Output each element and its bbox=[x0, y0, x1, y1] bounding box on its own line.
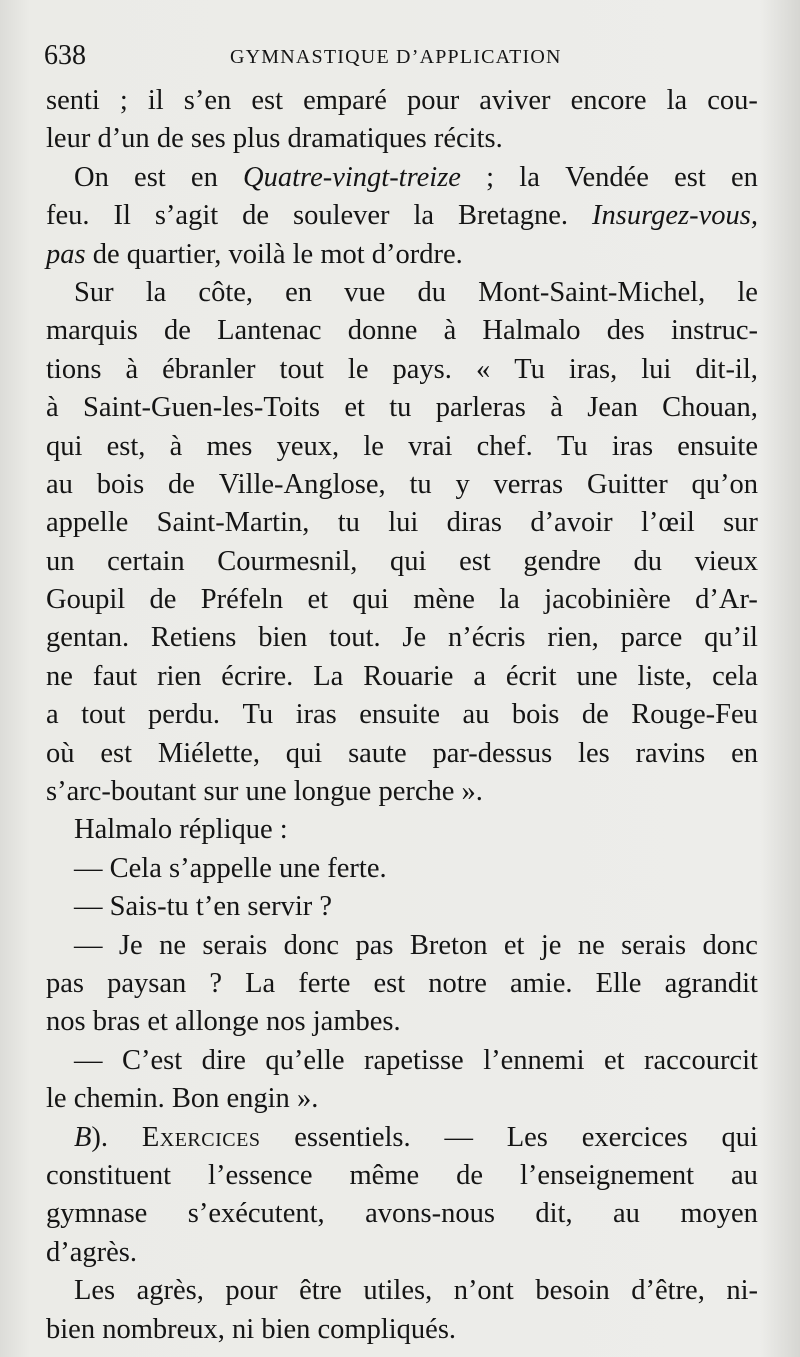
word: engin bbox=[226, 1083, 290, 1115]
word: en bbox=[731, 737, 758, 769]
word: mot bbox=[320, 238, 365, 270]
text-line bbox=[46, 965, 758, 1003]
word: d’agrès. bbox=[46, 1236, 137, 1268]
word: l’ennemi bbox=[483, 1044, 585, 1076]
word: sur bbox=[723, 507, 758, 539]
word: du bbox=[633, 545, 663, 577]
word: Ville-Anglose, bbox=[218, 468, 386, 500]
word: C’est bbox=[121, 1044, 183, 1076]
word: la bbox=[519, 161, 540, 193]
word: — bbox=[74, 891, 103, 923]
text-line bbox=[46, 543, 758, 581]
text-line bbox=[46, 197, 758, 235]
word: Tu bbox=[557, 430, 588, 462]
word: un bbox=[46, 545, 75, 577]
word: serais bbox=[621, 929, 687, 961]
text-line bbox=[46, 389, 758, 427]
word: Mont-Saint-Michel, bbox=[478, 276, 706, 308]
word: mes bbox=[206, 430, 253, 462]
word: diras bbox=[446, 507, 502, 539]
word: et bbox=[147, 1006, 168, 1038]
word: tu bbox=[389, 392, 412, 424]
word: appelle bbox=[46, 507, 129, 539]
word: t’en bbox=[195, 891, 241, 923]
word: n’écris bbox=[447, 622, 526, 654]
word: à bbox=[125, 353, 139, 385]
word: en bbox=[285, 276, 313, 308]
word: Il bbox=[113, 200, 131, 232]
word: l’essence bbox=[208, 1159, 313, 1191]
word: ensuite bbox=[677, 430, 758, 462]
word: réplique bbox=[179, 814, 273, 846]
word: — bbox=[74, 1044, 103, 1076]
word: une bbox=[576, 660, 618, 692]
word: tu bbox=[337, 507, 360, 539]
word: par-dessus bbox=[432, 737, 553, 769]
word: Breton bbox=[409, 929, 488, 961]
word: « bbox=[475, 353, 491, 385]
word: — bbox=[444, 1121, 473, 1153]
text-line bbox=[46, 850, 758, 888]
word: Sur bbox=[74, 276, 114, 308]
word: au bbox=[46, 468, 73, 500]
word: yeux, bbox=[276, 430, 340, 462]
word: l’œil bbox=[640, 507, 695, 539]
word: La bbox=[245, 967, 276, 999]
word: au bbox=[462, 699, 490, 731]
word: Je bbox=[402, 622, 427, 654]
word: je bbox=[540, 929, 562, 961]
text-line bbox=[46, 619, 758, 657]
word: donne bbox=[347, 315, 418, 347]
word: qu’il bbox=[704, 622, 758, 654]
word: ne bbox=[159, 929, 186, 961]
word: Quatre-vingt-treize bbox=[243, 161, 461, 193]
word: et bbox=[603, 1044, 625, 1076]
word: ? bbox=[209, 967, 222, 999]
word: Bon bbox=[171, 1083, 220, 1115]
word: rapetisse bbox=[364, 1044, 464, 1076]
word: pour bbox=[406, 85, 460, 116]
word: en bbox=[190, 161, 218, 193]
text-line bbox=[46, 274, 758, 312]
text-line bbox=[46, 658, 758, 696]
word: qui bbox=[46, 430, 83, 462]
text-line bbox=[46, 1042, 758, 1080]
word: ravins bbox=[635, 737, 706, 769]
word: est bbox=[134, 161, 166, 193]
word: être bbox=[299, 1275, 342, 1307]
word: Je bbox=[118, 929, 143, 961]
word: a bbox=[473, 660, 486, 692]
text-line bbox=[46, 236, 758, 274]
word: pays. bbox=[392, 353, 452, 385]
word: Goupil bbox=[46, 584, 126, 616]
word: instruc- bbox=[670, 315, 758, 347]
word: pas bbox=[46, 967, 84, 999]
text-line bbox=[46, 735, 758, 773]
word: soulever bbox=[292, 200, 390, 232]
word: essentiels. bbox=[294, 1121, 411, 1153]
word: a bbox=[46, 699, 59, 731]
page-header bbox=[44, 36, 764, 76]
word: d’ordre. bbox=[371, 238, 463, 270]
word: bien bbox=[258, 622, 308, 654]
word: s’en bbox=[183, 85, 232, 116]
word: avons-nous bbox=[365, 1198, 495, 1230]
running-head: GYMNASTIQUE D’APPLICATION bbox=[230, 46, 562, 68]
word: s’appelle bbox=[168, 852, 272, 884]
word: quartier, bbox=[126, 238, 222, 270]
word: à bbox=[443, 315, 457, 347]
text-line bbox=[46, 581, 758, 619]
text-line bbox=[46, 1195, 758, 1233]
word: gymnase bbox=[46, 1198, 148, 1230]
word: plus bbox=[232, 123, 281, 155]
word: vue bbox=[344, 276, 386, 308]
word: B). bbox=[74, 1121, 109, 1153]
word: emparé bbox=[303, 85, 387, 116]
word: notre bbox=[428, 967, 487, 999]
word: parce bbox=[620, 622, 683, 654]
word: constituent bbox=[46, 1159, 172, 1191]
word: Rouarie bbox=[363, 660, 454, 692]
text-line bbox=[46, 351, 758, 389]
word: du bbox=[417, 276, 446, 308]
word: certain bbox=[107, 545, 185, 577]
word: il bbox=[147, 85, 164, 116]
word: perdu. bbox=[147, 699, 220, 731]
word: Vendée bbox=[565, 161, 649, 193]
word: bien bbox=[46, 1313, 96, 1345]
word: et bbox=[307, 584, 329, 616]
word: parleras bbox=[435, 392, 526, 424]
word: de bbox=[156, 123, 184, 155]
text-line bbox=[46, 773, 758, 811]
word: ». bbox=[461, 776, 483, 808]
word: qu’elle bbox=[265, 1044, 345, 1076]
word: une bbox=[278, 852, 321, 884]
text-line bbox=[46, 1119, 758, 1157]
word: paysan bbox=[107, 967, 187, 999]
word: nos bbox=[266, 1006, 306, 1038]
word: de bbox=[92, 238, 120, 270]
text-line bbox=[46, 159, 758, 197]
word: le bbox=[737, 276, 758, 308]
word: bois bbox=[96, 468, 145, 500]
word: Saint-Martin, bbox=[156, 507, 310, 539]
word: le bbox=[292, 238, 314, 270]
text-line bbox=[46, 1234, 758, 1272]
word: écrit bbox=[505, 660, 557, 692]
word: ». bbox=[296, 1083, 319, 1115]
word: qui bbox=[285, 737, 323, 769]
word: Bretagne. bbox=[458, 200, 569, 232]
word: à bbox=[169, 430, 183, 462]
word: de bbox=[149, 584, 177, 616]
word: jacobinière bbox=[544, 584, 671, 616]
word: récits. bbox=[433, 123, 503, 155]
word: côte, bbox=[198, 276, 254, 308]
word: y bbox=[455, 468, 470, 500]
word: On bbox=[74, 161, 109, 193]
word: la bbox=[145, 276, 167, 308]
word: lui bbox=[641, 353, 672, 385]
word: tout bbox=[279, 353, 324, 385]
word: longue bbox=[293, 776, 372, 808]
word: de bbox=[164, 315, 191, 347]
word: donc bbox=[283, 929, 340, 961]
word: feu. bbox=[46, 200, 90, 232]
text-line bbox=[46, 927, 758, 965]
word: vieux bbox=[694, 545, 758, 577]
word: agrès, bbox=[136, 1275, 204, 1307]
word: ferte. bbox=[327, 852, 387, 884]
word: la bbox=[499, 584, 520, 616]
word: utiles, bbox=[363, 1275, 433, 1307]
word: sur bbox=[203, 776, 239, 808]
word: ; bbox=[119, 85, 128, 116]
word: ferte bbox=[298, 967, 351, 999]
word: dramatiques bbox=[287, 123, 427, 155]
word: Guitter bbox=[586, 468, 668, 500]
word: allonge bbox=[175, 1006, 259, 1038]
word: les bbox=[578, 737, 610, 769]
text-line bbox=[46, 120, 758, 158]
word: iras bbox=[295, 699, 337, 731]
word: même bbox=[349, 1159, 420, 1191]
word: d’avoir bbox=[530, 507, 613, 539]
word: ? bbox=[319, 891, 333, 923]
word: encore bbox=[570, 85, 647, 116]
word: de bbox=[456, 1159, 483, 1191]
word: marquis bbox=[46, 315, 138, 347]
word: chemin. bbox=[73, 1083, 165, 1115]
word: Cela bbox=[109, 852, 162, 884]
word: dire bbox=[201, 1044, 246, 1076]
word: — bbox=[74, 852, 103, 884]
word: d’Ar- bbox=[695, 584, 758, 616]
word: Rouge-Feu bbox=[631, 699, 758, 731]
word: Exercices bbox=[141, 1121, 261, 1153]
word: s’exécutent, bbox=[187, 1198, 325, 1230]
text-line bbox=[46, 1003, 758, 1041]
word: Les bbox=[506, 1121, 548, 1153]
word: est bbox=[459, 545, 491, 577]
text-line bbox=[46, 1311, 758, 1349]
word: : bbox=[279, 814, 288, 846]
word: de bbox=[581, 699, 609, 731]
word: ; bbox=[486, 161, 495, 193]
word: chef. bbox=[476, 430, 533, 462]
word: d’être, bbox=[631, 1275, 705, 1307]
word: une bbox=[245, 776, 287, 808]
text-line bbox=[46, 312, 758, 350]
word: ébranler bbox=[162, 353, 256, 385]
word: qui bbox=[390, 545, 427, 577]
word: est bbox=[251, 85, 283, 116]
word: Lantenac bbox=[217, 315, 322, 347]
word: tu bbox=[409, 468, 432, 500]
word: ni bbox=[232, 1313, 255, 1345]
word: moyen bbox=[680, 1198, 758, 1230]
word: Retiens bbox=[150, 622, 237, 654]
word: cou- bbox=[707, 85, 758, 116]
word: besoin bbox=[535, 1275, 610, 1307]
word: est, bbox=[106, 430, 146, 462]
word: s’agit bbox=[154, 200, 219, 232]
word: pas bbox=[355, 929, 394, 961]
word: de bbox=[242, 200, 270, 232]
word: le bbox=[363, 430, 384, 462]
word: la bbox=[413, 200, 435, 232]
word: cela bbox=[712, 660, 758, 692]
word: Chouan, bbox=[662, 392, 758, 424]
word: iras bbox=[611, 430, 654, 462]
word: Tu bbox=[514, 353, 545, 385]
word: leur bbox=[46, 123, 91, 155]
text-line bbox=[46, 1157, 758, 1195]
word: est bbox=[674, 161, 706, 193]
word: qu’on bbox=[691, 468, 758, 500]
word: tions bbox=[46, 353, 102, 385]
text-line bbox=[46, 504, 758, 542]
word: — bbox=[74, 929, 103, 961]
text-line bbox=[46, 82, 758, 120]
text-line bbox=[46, 1080, 758, 1118]
word: donc bbox=[702, 929, 758, 961]
word: serais bbox=[202, 929, 268, 961]
word: rien, bbox=[547, 622, 599, 654]
word: Saint-Guen-les-Toits bbox=[82, 392, 321, 424]
word: le bbox=[46, 1083, 67, 1115]
word: Elle bbox=[595, 967, 642, 999]
word: au bbox=[613, 1198, 640, 1230]
word: tout. bbox=[329, 622, 381, 654]
word: pas bbox=[46, 238, 86, 270]
word: liste, bbox=[637, 660, 693, 692]
word: exercices bbox=[581, 1121, 688, 1153]
word: aviver bbox=[479, 85, 551, 116]
word: et bbox=[503, 929, 525, 961]
word: à bbox=[550, 392, 563, 424]
word: vrai bbox=[408, 430, 453, 462]
word: lui bbox=[388, 507, 419, 539]
word: senti bbox=[46, 85, 100, 116]
word: bois bbox=[511, 699, 560, 731]
word: écrire. bbox=[221, 660, 294, 692]
word: la bbox=[666, 85, 688, 116]
word: ses bbox=[190, 123, 226, 155]
word: ne bbox=[577, 929, 605, 961]
text-line bbox=[46, 466, 758, 504]
word: ni- bbox=[726, 1275, 758, 1307]
word: gentan. bbox=[46, 622, 130, 654]
page-number: 638 bbox=[44, 40, 86, 71]
word: perche bbox=[378, 776, 455, 808]
word: dit-il, bbox=[695, 353, 758, 385]
word: verras bbox=[493, 468, 564, 500]
word: en bbox=[731, 161, 758, 193]
word: est bbox=[373, 967, 406, 999]
word: gendre bbox=[523, 545, 601, 577]
word: compliqués. bbox=[317, 1313, 457, 1345]
word: d’un bbox=[97, 123, 150, 155]
word: bras bbox=[92, 1006, 141, 1038]
text-line bbox=[46, 888, 758, 926]
word: faut bbox=[92, 660, 138, 692]
text-line bbox=[46, 1272, 758, 1310]
word: Halmalo bbox=[482, 315, 581, 347]
text-line bbox=[46, 428, 758, 466]
word: l’enseignement bbox=[519, 1159, 695, 1191]
word: Sais-tu bbox=[109, 891, 189, 923]
word: agrandit bbox=[664, 967, 758, 999]
word: à bbox=[46, 392, 59, 424]
word: dit, bbox=[535, 1198, 573, 1230]
word: saute bbox=[348, 737, 407, 769]
word: qui bbox=[721, 1121, 758, 1153]
word: ne bbox=[46, 660, 73, 692]
text-line bbox=[46, 811, 758, 849]
word: s’arc-boutant bbox=[46, 776, 197, 808]
word: Les bbox=[74, 1275, 116, 1307]
word: Jean bbox=[587, 392, 638, 424]
word: iras, bbox=[568, 353, 618, 385]
word: La bbox=[313, 660, 344, 692]
word: raccourcit bbox=[644, 1044, 758, 1076]
word: où bbox=[46, 737, 75, 769]
word: nos bbox=[46, 1006, 86, 1038]
word: voilà bbox=[228, 238, 286, 270]
word: Préfeln bbox=[200, 584, 284, 616]
word: au bbox=[731, 1159, 758, 1191]
word: Halmalo bbox=[74, 814, 173, 846]
body-text bbox=[46, 82, 758, 1349]
word: est bbox=[100, 737, 133, 769]
word: Miélette, bbox=[157, 737, 260, 769]
word: bien bbox=[261, 1313, 311, 1345]
word: tout bbox=[81, 699, 126, 731]
word: nombreux, bbox=[102, 1313, 225, 1345]
word: des bbox=[606, 315, 645, 347]
word: Insurgez-vous, bbox=[591, 200, 758, 232]
word: Tu bbox=[242, 699, 274, 731]
word: Courmesnil, bbox=[217, 545, 358, 577]
word: n’ont bbox=[453, 1275, 514, 1307]
text-line bbox=[46, 696, 758, 734]
word: rien bbox=[157, 660, 202, 692]
word: le bbox=[347, 353, 369, 385]
word: qui bbox=[352, 584, 389, 616]
word: mène bbox=[413, 584, 475, 616]
word: et bbox=[344, 392, 365, 424]
word: de bbox=[168, 468, 195, 500]
word: ensuite bbox=[359, 699, 440, 731]
word: amie. bbox=[509, 967, 573, 999]
word: jambes. bbox=[312, 1006, 401, 1038]
word: pour bbox=[225, 1275, 278, 1307]
word: servir bbox=[247, 891, 313, 923]
